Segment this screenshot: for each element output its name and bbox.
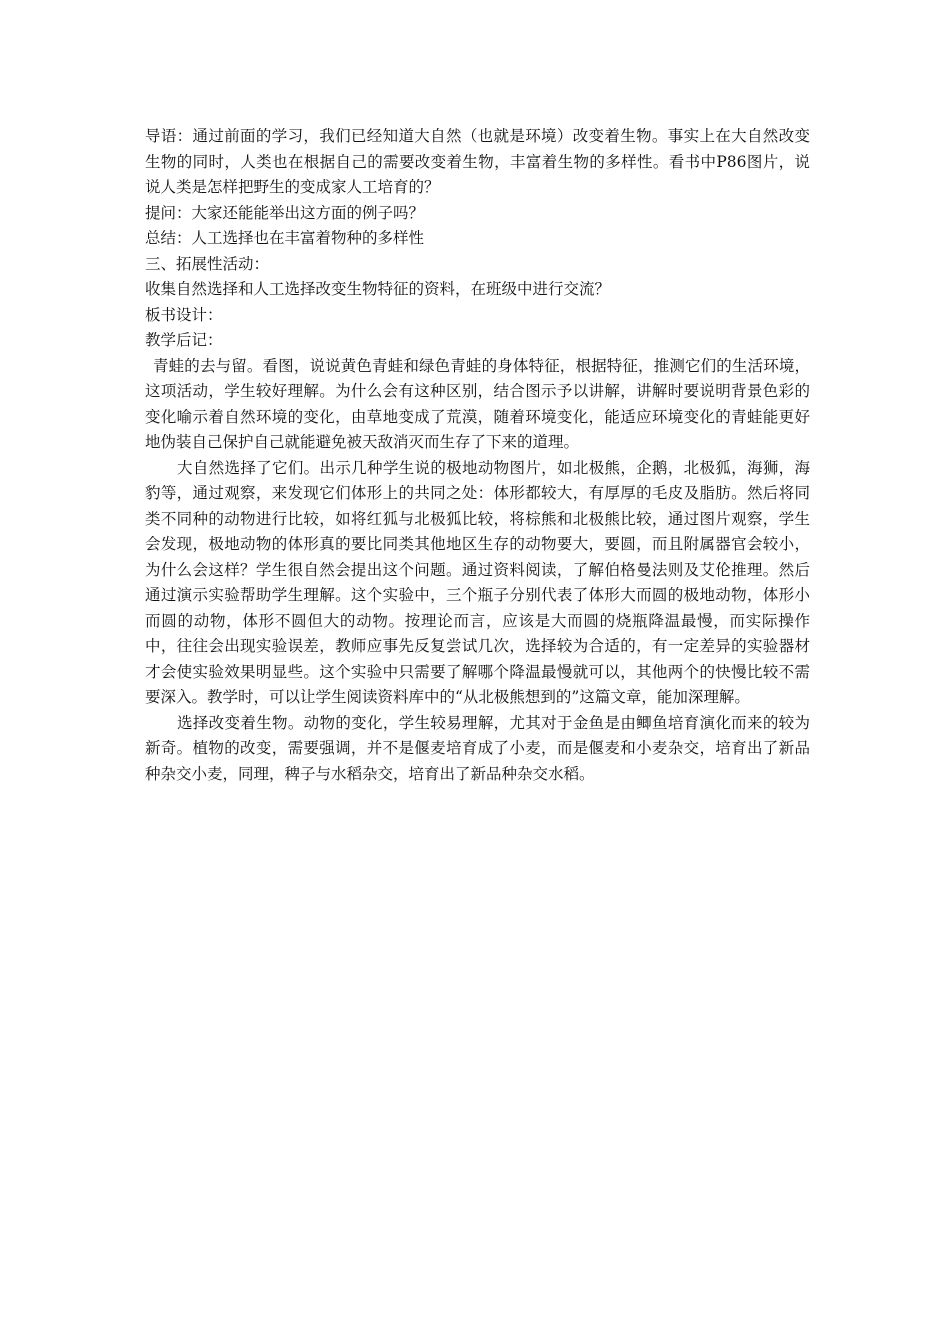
teaching-notes-heading: 教学后记：	[145, 331, 223, 349]
section-heading: 三、拓展性活动：	[145, 254, 270, 273]
question-paragraph: 提问：大家还能能举出这方面的例子吗？	[145, 203, 425, 222]
artificial-selection-paragraph: 选择改变着生物。动物的变化，学生较易理解，尤其对于金鱼是由鲫鱼培育演化而来的较为新奇。植物的改变，需要强调，并不是偃麦培育成了小麦，而是偃麦和小麦杂交，培育出了新品种杂交小麦，同理，稗子与水稻杂交，培育出了新品种杂交水稻。	[145, 713, 810, 783]
document-body	[145, 124, 810, 787]
summary-paragraph: 总结：人工选择也在丰富着物种的多样性	[145, 229, 425, 247]
activity-paragraph: 收集自然选择和人工选择改变生物特征的资料，在班级中进行交流？	[145, 280, 611, 298]
frog-paragraph: 青蛙的去与留。看图，说说黄色青蛙和绿色青蛙的身体特征，根据特征，推测它们的生活环境，这项活动，学生较好理解。为什么会有这种区别，结合图示予以讲解，讲解时要说明背景色彩的变化喻示着自然环境的变化，由草地变成了荒漠，随着环境变化，能适应环境变化的青蛙能更好地伪装自己保护自己就能避免被天敌消灭而生存了下来的道理。	[145, 356, 810, 451]
nature-selection-paragraph: 大自然选择了它们。出示几种学生说的极地动物图片，如北极熊，企鹅，北极狐，海狮，海豹等，通过观察，来发现它们体形上的共同之处：体形都较大，有厚厚的毛皮及脂肪。然后将同类不同种的动物进行比较，如将红狐与北极狐比较，将棕熊和北极熊比较，通过图片观察，学生会发现，极地动物的体形真的要比同类其他地区生存的动物要大，要圆，而且附属器官会较小，为什么会这样？学生很自然会提出这个问题。通过资料阅读，了解伯格曼法则及艾伦推理。然后通过演示实验帮助学生理解。这个实验中，三个瓶子分别代表了体形大而圆的极地动物，体形小而圆的动物，体形不圆但大的动物。按理论而言，应该是大而圆的烧瓶降温最慢，而实际操作中，往往会出现实验误差，教师应事先反复尝试几次，选择较为合适的，有一定差异的实验器材才会使实验效果明显些。这个实验中只需要了解哪个降温最慢就可以，其他两个的快慢比较不需要深入。教学时，可以让学生阅读资料库中的“从北极熊想到的”这篇文章，能加深理解。	[145, 458, 810, 706]
board-design-heading: 板书设计：	[145, 305, 223, 324]
intro-paragraph: 导语：通过前面的学习，我们已经知道大自然（也就是环境）改变着生物。事实上在大自然改变生物的同时，人类也在根据自己的需要改变着生物，丰富着生物的多样性。看书中P86图片，说说人类是怎样把野生的变成家人工培育的？	[145, 127, 810, 196]
